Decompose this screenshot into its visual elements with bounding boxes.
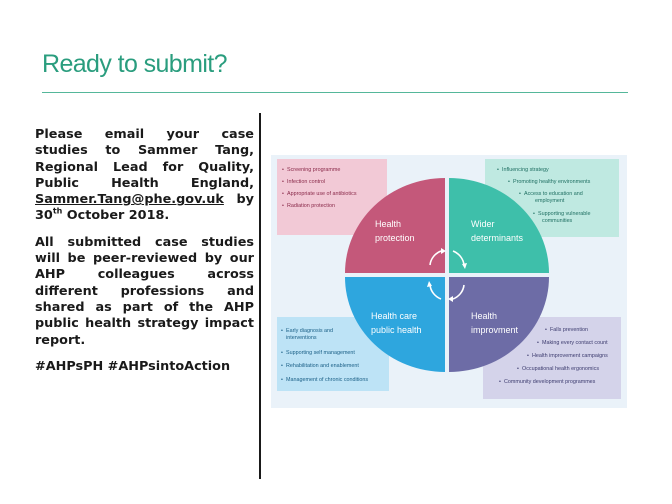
svg-text:•: • (281, 377, 283, 383)
label-health-improvement-2: improvment (471, 325, 519, 335)
list-item: Influencing strategy (502, 167, 549, 173)
email-link[interactable]: Sammer.Tang@phe.gov.uk (35, 192, 224, 208)
public-health-diagram (271, 155, 627, 408)
svg-text:•: • (282, 179, 284, 185)
label-wider-determinants-2: determinants (471, 233, 524, 243)
list-item: Supporting vulnerable (538, 211, 591, 217)
svg-text:•: • (519, 191, 521, 197)
svg-text:•: • (499, 379, 501, 385)
intro-text: Please email your case studies to Sammer Tang, Regional Lead for Quality, Public Health England, (35, 127, 254, 191)
list-item: Occupational health ergonomics (522, 366, 600, 372)
list-item: Promoting healthy environments (513, 179, 591, 185)
list-item: Management of chronic conditions (286, 377, 369, 383)
list-item: Infection control (287, 179, 326, 185)
list-item: employment (535, 198, 565, 204)
label-health-improvement: Health (471, 311, 498, 321)
list-item: Access to education and (524, 191, 583, 197)
svg-text:•: • (281, 350, 283, 356)
svg-text:•: • (497, 167, 499, 173)
svg-text:•: • (508, 179, 510, 185)
list-item: communities (542, 218, 573, 224)
hashtags: #AHPsPH #AHPsintoAction (35, 358, 231, 374)
label-wider-determinants: Wider (471, 219, 495, 229)
list-item: Rehabilitation and enablement (286, 363, 359, 369)
deadline-prefix: by 30 (35, 192, 254, 224)
list-item: interventions (286, 335, 317, 341)
review-paragraph: All submitted case studies will be peer-reviewed by our AHP colleagues across different professions and shared as part of the AHP public health strategy impact report. (35, 234, 254, 348)
svg-text:•: • (281, 363, 283, 369)
slide-title: Ready to submit? (42, 50, 227, 78)
list-item: Supporting self management (286, 350, 355, 356)
label-health-care-2: public health (371, 325, 422, 335)
text-column (35, 127, 254, 385)
list-item: Falls prevention (550, 327, 589, 333)
hp-item-bullet: • (282, 167, 284, 173)
list-item: Radiation protection (287, 203, 335, 209)
list-item: Screening programme (287, 167, 341, 173)
intro-paragraph (35, 127, 254, 225)
column-divider (259, 113, 261, 479)
diagram-svg (271, 155, 627, 408)
list-item: Early diagnosis and (286, 328, 334, 334)
title-divider (42, 92, 628, 93)
svg-text:•: • (282, 191, 284, 197)
svg-text:•: • (527, 353, 529, 359)
svg-text:•: • (517, 366, 519, 372)
label-health-protection: Health (375, 219, 402, 229)
list-item: Making every contact count (542, 340, 608, 346)
list-item: Health improvement campaigns (532, 353, 608, 359)
label-health-protection-2: protection (375, 233, 415, 243)
svg-text:•: • (537, 340, 539, 346)
svg-text:•: • (281, 328, 283, 334)
label-health-care: Health care (371, 311, 418, 321)
list-item: Appropriate use of antibiotics (287, 191, 357, 197)
deadline-suffix: October 2018. (62, 208, 170, 224)
deadline-sup: th (52, 207, 63, 217)
list-item: Community development programmes (504, 379, 596, 385)
svg-text:•: • (545, 327, 547, 333)
svg-text:•: • (282, 203, 284, 209)
svg-text:•: • (533, 211, 535, 217)
